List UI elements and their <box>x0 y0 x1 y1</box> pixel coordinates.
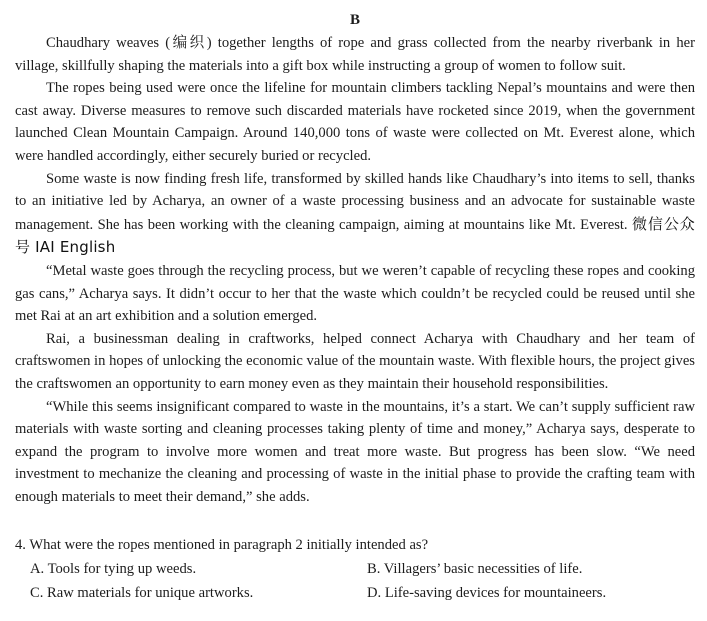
section-label: B <box>349 12 360 28</box>
question-stem: 4. What were the ropes mentioned in paragraph 2 initially intended as? <box>15 537 429 554</box>
option-c[interactable]: C. Raw materials for unique artworks. <box>30 585 254 602</box>
passage-paragraph-4: “Metal waste goes through the recycling process, but we weren’t capable of recycling these ropes and cooking gas cans,” Acharya says. It didn’t occur to her that the waste which couldn’t be recycled could be reused until she met Rai at an art exhibition and a solution emerged. <box>15 262 695 325</box>
passage-paragraph-1: Chaudhary weaves (编织) together lengths of rope and grass collected from the nearby riverbank in her village, skillfully shaping the materials into a gift box while instructing a group of women to follow suit. <box>15 35 695 74</box>
passage-paragraph-3 <box>15 168 695 260</box>
passage-paragraph-5: Rai, a businessman dealing in craftworks, helped connect Acharya with Chaudhary and her team of craftswomen in hopes of unlocking the economic value of the mountain waste. With flexible hours, the project gives the craftswomen an opportunity to earn money even as they maintain their household responsibilities. <box>15 330 695 392</box>
option-a[interactable]: A. Tools for tying up weeds. <box>30 561 197 578</box>
option-d[interactable]: D. Life-saving devices for mountaineers. <box>367 585 607 602</box>
passage-paragraph-3-text: Some waste is now finding fresh life, transformed by skilled hands like Chaudhary’s into items to sell, thanks to an initiative led by Acharya, an owner of a waste processing business and an advocate for sustainable waste management. She has been working with the cleaning campaign, aiming at mountains like Mt. Everest. <box>15 170 695 233</box>
watermark-text: 微信公众号 IAI English <box>15 214 695 257</box>
reading-passage <box>15 32 695 508</box>
option-b[interactable]: B. Villagers’ basic necessities of life. <box>367 561 583 578</box>
passage-paragraph-6: “While this seems insignificant compared to waste in the mountains, it’s a start. We can’t supply sufficient raw materials with waste sorting and cleaning processes taking plenty of time and money,” Acharya says, desperate to expand the program to involve more women and treat more waste. But progress has been slow. “We need investment to mechanize the cleaning and processing of waste in the initial phase to provide the crafting team with enough materials to meet their demand,” she adds. <box>15 398 695 505</box>
passage-paragraph-2: The ropes being used were once the lifeline for mountain climbers tackling Nepal’s mountains and were then cast away. Diverse measures to remove such discarded materials have rocketed since 2019, when the government launched Clean Mountain Campaign. Around 140,000 tons of waste were collected on Mt. Everest alone, which were handled accordingly, either securely buried or recycled. <box>15 80 695 164</box>
answer-options <box>15 557 695 605</box>
question-block <box>15 533 695 605</box>
